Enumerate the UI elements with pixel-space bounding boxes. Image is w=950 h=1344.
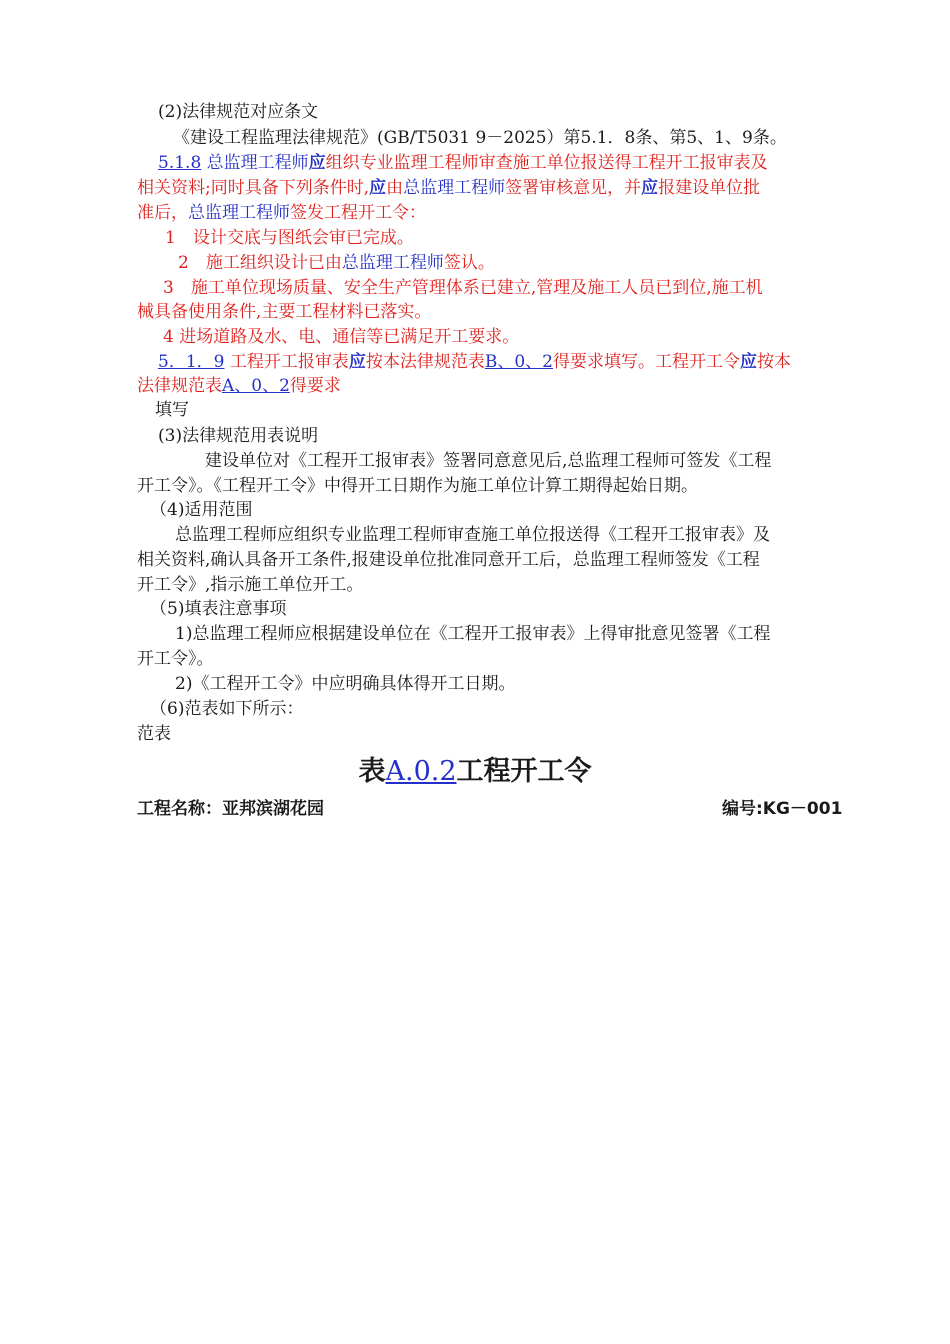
section5-item2: 2)《工程开工令》中应明确具体得开工日期。 — [175, 674, 516, 694]
section4-para-line2: 相关资料,确认具备开工条件,报建设单位批准同意开工后，总监理工程师签发《工程 — [137, 550, 760, 570]
section3-para-line2: 开工令》。《工程开工令》中得开工日期作为施工单位计算工期得起始日期。 — [137, 476, 698, 496]
clause-519-line1: 5．1．9 工程开工报审表应按本法律规范表B、0、2得要求填写。工程开工令应按本 — [158, 352, 791, 372]
section4-para-line3: 开工令》,指示施工单位开工。 — [137, 575, 364, 595]
section4-heading: （4)适用范围 — [150, 500, 253, 520]
section5-item1-line2: 开工令》。 — [137, 649, 214, 669]
section2-heading: (2)法律规范对应条文 — [158, 102, 319, 122]
form-number: 编号:KG－001 — [722, 799, 843, 819]
clause-518-line2: 相关资料;同时具备下列条件时,应由总监理工程师签署审核意见，并应报建设单位批 — [137, 178, 761, 198]
clause-519-line3: 填写 — [155, 400, 189, 420]
condition-item-4: 4 进场道路及水、电、通信等已满足开工要求。 — [163, 327, 520, 347]
section3-para-line1: 建设单位对《工程开工报审表》签署同意意见后,总监理工程师可签发《工程 — [205, 451, 772, 471]
clause-518-number[interactable]: 5.1.8 — [158, 153, 202, 173]
condition-item-3-cont: 械具备使用条件,主要工程材料已落实。 — [137, 302, 432, 322]
form-code-link[interactable]: A.0.2 — [385, 756, 457, 787]
form-title: 表A.0.2工程开工令 — [358, 756, 592, 787]
section6-heading: （6)范表如下所示： — [150, 699, 304, 719]
table-ref-a02[interactable]: A、0、2 — [222, 376, 290, 396]
condition-item-3: 3 施工单位现场质量、安全生产管理体系已建立,管理及施工人员已到位,施工机 — [163, 278, 763, 298]
sample-table-label: 范表 — [137, 724, 171, 744]
section4-para-line1: 总监理工程师应组织专业监理工程师审查施工单位报送得《工程开工报审表》及 — [175, 525, 770, 545]
condition-item-2: 2 施工组织设计已由总监理工程师签认。 — [178, 253, 495, 273]
section5-heading: （5)填表注意事项 — [150, 599, 287, 619]
section3-heading: (3)法律规范用表说明 — [158, 426, 319, 446]
clause-519-number[interactable]: 5．1．9 — [158, 352, 225, 372]
section5-item1-line1: 1)总监理工程师应根据建设单位在《工程开工报审表》上得审批意见签署《工程 — [175, 624, 771, 644]
table-ref-b02[interactable]: B、0、2 — [484, 352, 553, 372]
clause-518-line1: 5.1.8 总监理工程师应组织专业监理工程师审查施工单位报送得工程开工报审表及 — [158, 153, 768, 173]
clause-518-line3: 准后，总监理工程师签发工程开工令： — [137, 203, 426, 223]
clause-519-line2: 法律规范表A、0、2得要求 — [137, 376, 341, 396]
standard-citation: 《建设工程监理法律规范》(GB/T5031 9－2025）第5.1．8条、第5、1、9条。 — [173, 128, 787, 148]
project-name: 工程名称：亚邦滨湖花园 — [137, 799, 324, 819]
condition-item-1: 1 设计交底与图纸会审已完成。 — [165, 228, 414, 248]
